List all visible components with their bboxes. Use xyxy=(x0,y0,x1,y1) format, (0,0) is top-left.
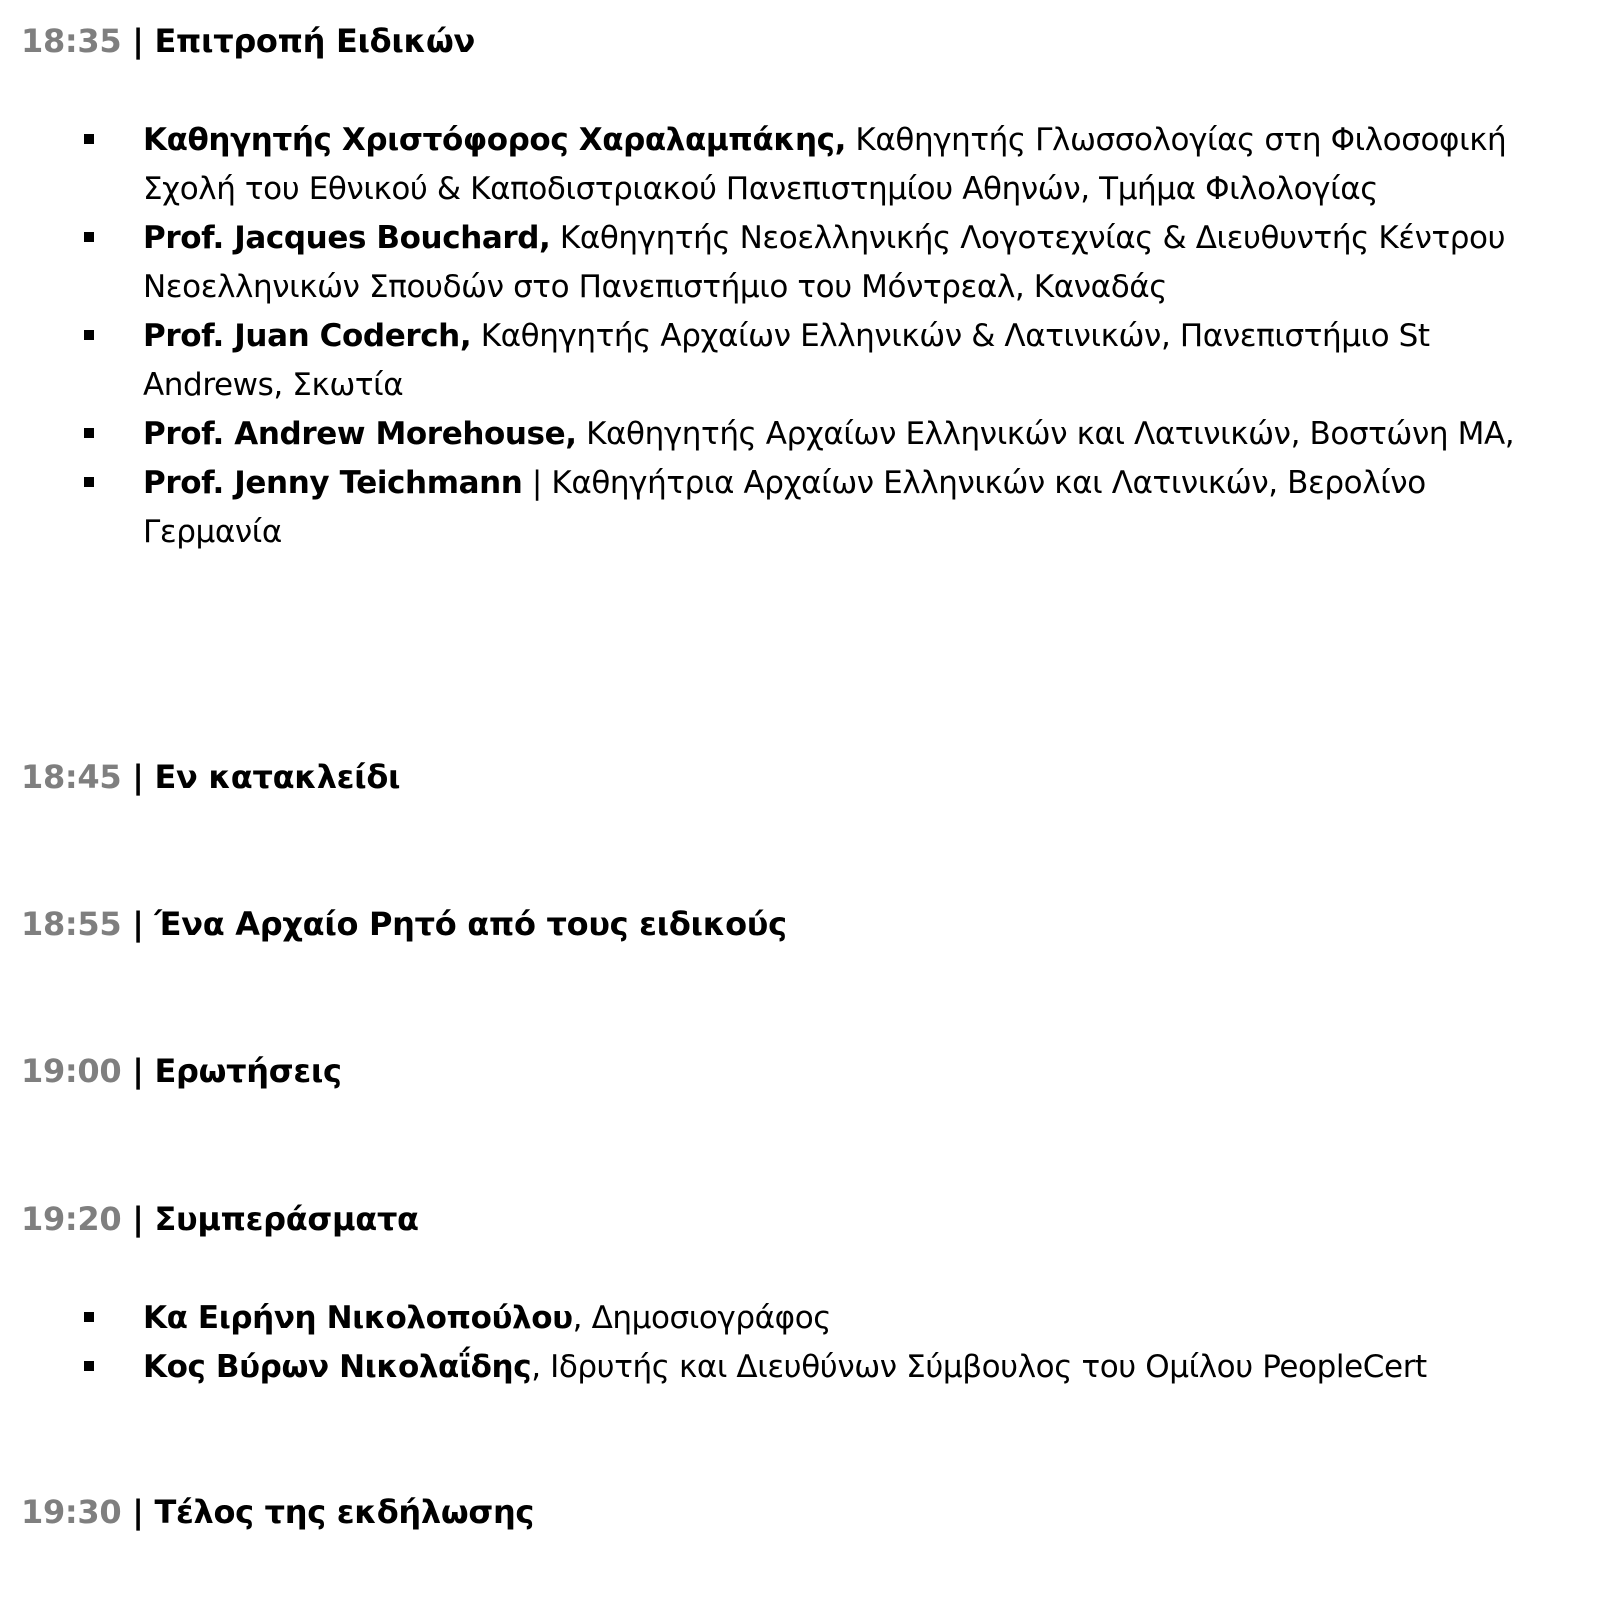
conclusions-list xyxy=(0,1294,1543,1392)
agenda-heading-1855 xyxy=(21,904,787,944)
agenda-time: 18:55 xyxy=(21,905,122,943)
speaker-description: , Δημοσιογράφος xyxy=(572,1300,832,1336)
agenda-heading-1920 xyxy=(21,1199,419,1239)
speaker-name: Prof. Andrew Morehouse, xyxy=(143,416,577,452)
speaker-name: Κα Ειρήνη Νικολοπούλου xyxy=(143,1300,573,1336)
speaker-description: Καθηγητής Αρχαίων Ελληνικών και Λατινικών, Βοστώνη MA, xyxy=(576,416,1515,452)
square-bullet-icon xyxy=(84,330,94,340)
agenda-heading-1900 xyxy=(21,1051,342,1091)
square-bullet-icon xyxy=(84,134,94,144)
speaker-name: Prof. Jacques Bouchard, xyxy=(143,220,551,256)
square-bullet-icon xyxy=(84,477,94,487)
speaker-description: Καθηγητής Νεοελληνικής Λογοτεχνίας & Διευθυντής Κέντρου Νεοελληνικών Σπουδών στο Πανεπιστήμιο του Μόντρεαλ, Καναδάς xyxy=(143,220,1506,305)
speaker-description: Καθηγητής Αρχαίων Ελληνικών & Λατινικών, Πανεπιστήμιο St Andrews, Σκωτία xyxy=(143,318,1430,403)
agenda-title: Ερωτήσεις xyxy=(154,1052,342,1090)
agenda-separator: | xyxy=(121,758,155,796)
square-bullet-icon xyxy=(84,232,94,242)
agenda-separator: | xyxy=(121,905,155,943)
agenda-time: 19:00 xyxy=(21,1052,122,1090)
agenda-separator: | xyxy=(121,1052,155,1090)
speaker-name: Κος Βύρων Νικολαΐδης xyxy=(143,1349,532,1385)
agenda-heading-1845 xyxy=(21,757,400,797)
speaker-description: , Ιδρυτής και Διευθύνων Σύμβουλος του Ομίλου PeopleCert xyxy=(531,1349,1427,1385)
agenda-separator: | xyxy=(121,1493,155,1531)
speaker-name: Prof. Juan Coderch, xyxy=(143,318,472,354)
speaker-name: Prof. Jenny Teichmann xyxy=(143,465,523,501)
agenda-title: Εν κατακλείδι xyxy=(154,758,401,796)
agenda-time: 18:45 xyxy=(21,758,122,796)
list-item xyxy=(0,214,1543,312)
agenda-separator: | xyxy=(121,22,155,60)
agenda-title: Συμπεράσματα xyxy=(154,1200,419,1238)
list-item xyxy=(0,459,1543,557)
expert-committee-list xyxy=(0,116,1543,557)
agenda-heading-1930 xyxy=(21,1492,534,1532)
speaker-description: Καθηγητής Γλωσσολογίας στη Φιλοσοφική Σχολή του Εθνικού & Καποδιστριακού Πανεπιστημίου Αθηνών, Τμήμα Φιλολογίας xyxy=(143,122,1507,207)
square-bullet-icon xyxy=(84,1361,94,1371)
list-item xyxy=(0,116,1543,214)
list-item xyxy=(0,1343,1543,1392)
square-bullet-icon xyxy=(84,1312,94,1322)
agenda-title: Επιτροπή Ειδικών xyxy=(154,22,475,60)
agenda-title: Τέλος της εκδήλωσης xyxy=(154,1493,535,1531)
list-item xyxy=(0,312,1543,410)
agenda-heading-1835 xyxy=(21,21,475,61)
agenda-time: 19:30 xyxy=(21,1493,122,1531)
speaker-name: Καθηγητής Χριστόφορος Χαραλαμπάκης, xyxy=(143,122,846,158)
list-item xyxy=(0,1294,1543,1343)
list-item xyxy=(0,410,1543,459)
agenda-time: 19:20 xyxy=(21,1200,122,1238)
square-bullet-icon xyxy=(84,428,94,438)
agenda-time: 18:35 xyxy=(21,22,122,60)
speaker-description: | Καθηγήτρια Αρχαίων Ελληνικών και Λατινικών, Βερολίνο Γερμανία xyxy=(143,465,1426,550)
agenda-title: Ένα Αρχαίο Ρητό από τους ειδικούς xyxy=(154,905,787,943)
agenda-separator: | xyxy=(121,1200,155,1238)
